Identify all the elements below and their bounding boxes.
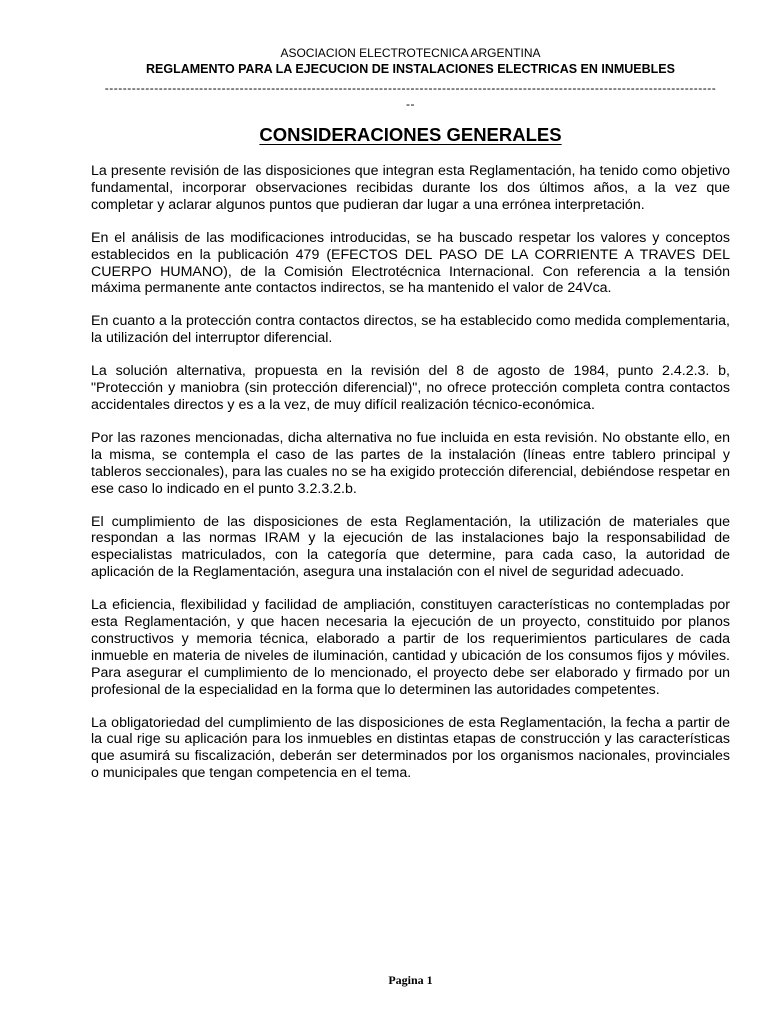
paragraph: En el análisis de las modificaciones introducidas, se ha buscado respetar los valores y conceptos establecidos en la publicación 479 (EFECTOS DEL PASO DE LA CORRIENTE A TRAVES DEL CUERPO HUMANO), de la Comisión Electrotécnica Internacional. Con referencia a la tensión máxima permanente ante contactos indirectos, se ha mantenido el valor de 24Vca. — [91, 229, 730, 297]
paragraph: El cumplimiento de las disposiciones de esta Reglamentación, la utilización de materiales que respondan a las normas IRAM y la ejecución de las instalaciones bajo la responsabilidad de especialistas matriculados, con la categoría que determine, para cada caso, la autoridad de aplicación de la Reglamentación, asegura una instalación con el nivel de seguridad adecuado. — [91, 513, 730, 581]
paragraph: La eficiencia, flexibilidad y facilidad de ampliación, constituyen características no contempladas por esta Reglamentación, y que hacen necesaria la ejecución de un proyecto, constituido por planos constructivos y memoria técnica, elaborado a partir de los requerimientos particulares de cada inmueble en materia de niveles de iluminación, cantidad y ubicación de los consumos fijos y móviles. Para asegurar el cumplimiento de lo mencionado, el proyecto debe ser elaborado y firmado por un profesional de la especialidad en la forma que lo determinen las autoridades competentes. — [91, 597, 730, 698]
paragraph: La solución alternativa, propuesta en la revisión del 8 de agosto de 1984, punto 2.4.2.3. b, "Protección y maniobra (sin protección diferencial)", no ofrece protección completa contra contactos accidentales directos y es a la vez, de muy difícil realización técnico-económica. — [91, 363, 730, 413]
header-title: REGLAMENTO PARA LA EJECUCION DE INSTALACIONES ELECTRICAS EN INMUEBLES — [146, 62, 675, 76]
header-organization: ASOCIACION ELECTROTECNICA ARGENTINA — [280, 46, 541, 60]
paragraph: La obligatoriedad del cumplimiento de las disposiciones de esta Reglamentación, la fecha a partir de la cual rige su aplicación para los inmuebles en distintas etapas de construcción y las características que asumirá su fiscalización, deberán ser determinados por los organismos nacionales, provinciales o municipales que tengan competencia en el tema. — [91, 714, 730, 782]
header-rule-tail: -- — [406, 97, 415, 111]
document-body — [91, 163, 730, 798]
paragraph: En cuanto a la protección contra contactos directos, se ha establecido como medida complementaria, la utilización del interruptor diferencial. — [91, 313, 730, 347]
paragraph: Por las razones mencionadas, dicha alternativa no fue incluida en esta revisión. No obstante ello, en la misma, se contempla el caso de las partes de la instalación (líneas entre tablero principal y tableros seccionales), para las cuales no se ha exigido protección diferencial, debiéndose respetar en ese caso lo indicado en el punto 3.2.3.2.b. — [91, 429, 730, 497]
page-number: Pagina 1 — [388, 973, 433, 987]
header-rule — [91, 81, 730, 111]
header-rule-line: ---------------------------------------------------------------------------------------------------------------------------------------- — [104, 81, 717, 95]
document-title: CONSIDERACIONES GENERALES — [259, 124, 562, 145]
paragraph: La presente revisión de las disposiciones que integran esta Reglamentación, ha tenido como objetivo fundamental, incorporar observaciones recibidas durante los dos últimos años, a la vez que completar y aclarar algunos puntos que pudieran dar lugar a una errónea interpretación. — [91, 163, 730, 213]
